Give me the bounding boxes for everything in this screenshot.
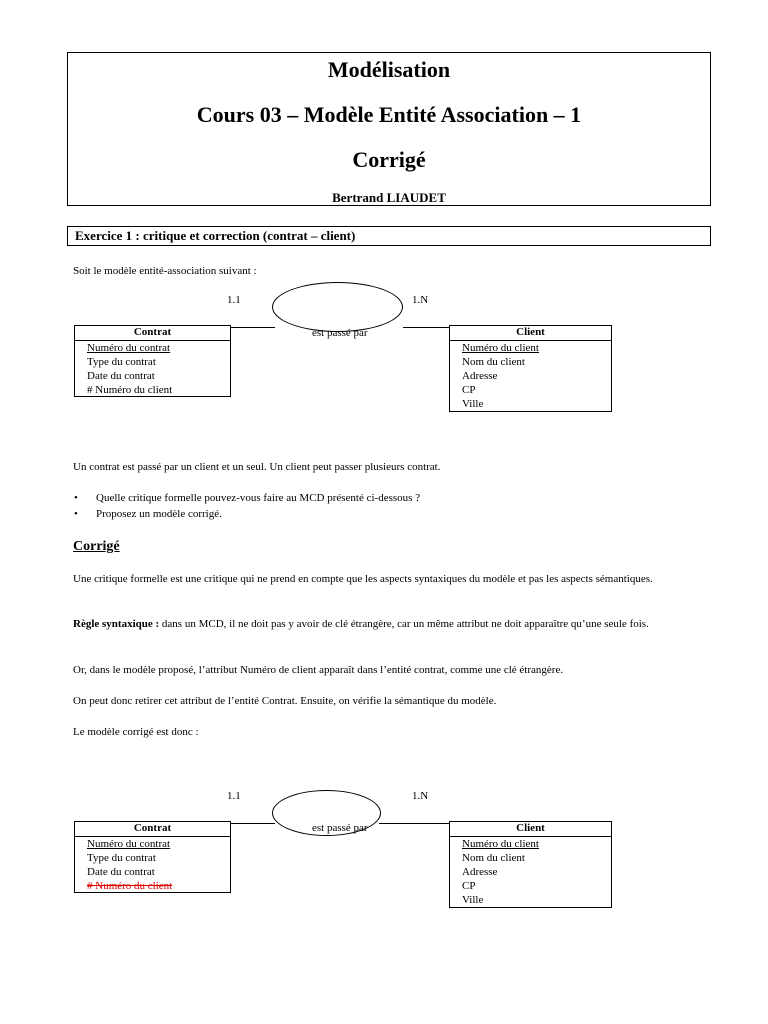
corrige-rule xyxy=(73,617,709,631)
section-title: Corrigé xyxy=(352,147,426,172)
entity-attr-foreign-key: # Numéro du client xyxy=(87,384,173,396)
entity-attr: Adresse xyxy=(462,370,498,382)
corrige-heading: Corrigé xyxy=(73,539,120,554)
entity-key: Numéro du contrat xyxy=(87,342,171,354)
entity-attr: Nom du client xyxy=(462,852,525,864)
cardinality-left: 1.1 xyxy=(227,790,241,802)
question-1: Quelle critique formelle pouvez-vous faire au MCD présenté ci-dessous ? xyxy=(96,492,421,504)
exercise-intro: Soit le modèle entité-association suivant : xyxy=(73,265,257,277)
cardinality-right: 1.N xyxy=(412,294,429,306)
link-line-right xyxy=(379,823,450,824)
document-subtitle: Cours 03 – Modèle Entité Association – 1 xyxy=(196,102,582,127)
association-ellipse xyxy=(272,282,403,332)
entity-attr: Ville xyxy=(462,894,484,906)
exercise-heading: Exercice 1 : critique et correction (contrat – client) xyxy=(67,226,711,246)
entity-attr: Type du contrat xyxy=(87,356,156,368)
entity-attr: Date du contrat xyxy=(87,866,155,878)
entity-attr: CP xyxy=(462,880,476,892)
association-label: est passé par xyxy=(312,822,368,834)
corrige-paragraph-4: On peut donc retirer cet attribut de l’entité Contrat. Ensuite, on vérifie la sémantique du modèle. xyxy=(73,695,497,707)
rule-label: Règle syntaxique : xyxy=(73,618,160,630)
entity-client xyxy=(449,821,612,908)
rule-text: dans un MCD, il ne doit pas y avoir de clé étrangère, car un même attribut ne doit apparaître qu’une seule fois. xyxy=(159,618,649,630)
corrige-paragraph-1: Une critique formelle est une critique qui ne prend en compte que les aspects syntaxiques du modèle et pas les aspects sémantiques. xyxy=(73,573,653,585)
title-block xyxy=(67,52,711,206)
link-line-left xyxy=(230,823,275,824)
entity-name: Client xyxy=(450,822,611,837)
entity-key: Numéro du client xyxy=(462,838,539,850)
corrige-paragraph-3: Or, dans le modèle proposé, l’attribut Numéro de client apparaît dans l’entité contrat, comme une clé étrangère. xyxy=(73,664,564,676)
entity-contrat xyxy=(74,325,231,397)
entity-attr: CP xyxy=(462,384,476,396)
cardinality-left: 1.1 xyxy=(227,294,241,306)
question-2: Proposez un modèle corrigé. xyxy=(96,508,222,520)
entity-attr: Type du contrat xyxy=(87,852,156,864)
entity-name: Client xyxy=(450,326,611,341)
entity-key: Numéro du client xyxy=(462,342,539,354)
exercise-statement: Un contrat est passé par un client et un seul. Un client peut passer plusieurs contrat. xyxy=(73,461,441,473)
entity-name: Contrat xyxy=(75,326,230,341)
entity-contrat xyxy=(74,821,231,893)
association-label: est passé par xyxy=(312,327,368,339)
entity-attr: Ville xyxy=(462,398,484,410)
link-line-right xyxy=(403,327,450,328)
entity-attr-removed: # Numéro du client xyxy=(87,880,173,892)
entity-attr: Adresse xyxy=(462,866,498,878)
author: Bertrand LIAUDET xyxy=(332,190,446,205)
entity-attr: Date du contrat xyxy=(87,370,155,382)
document-title: Modélisation xyxy=(327,57,451,82)
link-line-left xyxy=(230,327,275,328)
bullet-marker: • xyxy=(74,492,78,504)
bullet-marker: • xyxy=(74,508,78,520)
entity-attr: Nom du client xyxy=(462,356,525,368)
cardinality-right: 1.N xyxy=(412,790,429,802)
entity-key: Numéro du contrat xyxy=(87,838,171,850)
entity-name: Contrat xyxy=(75,822,230,837)
corrige-paragraph-5: Le modèle corrigé est donc : xyxy=(73,726,199,738)
entity-client xyxy=(449,325,612,412)
